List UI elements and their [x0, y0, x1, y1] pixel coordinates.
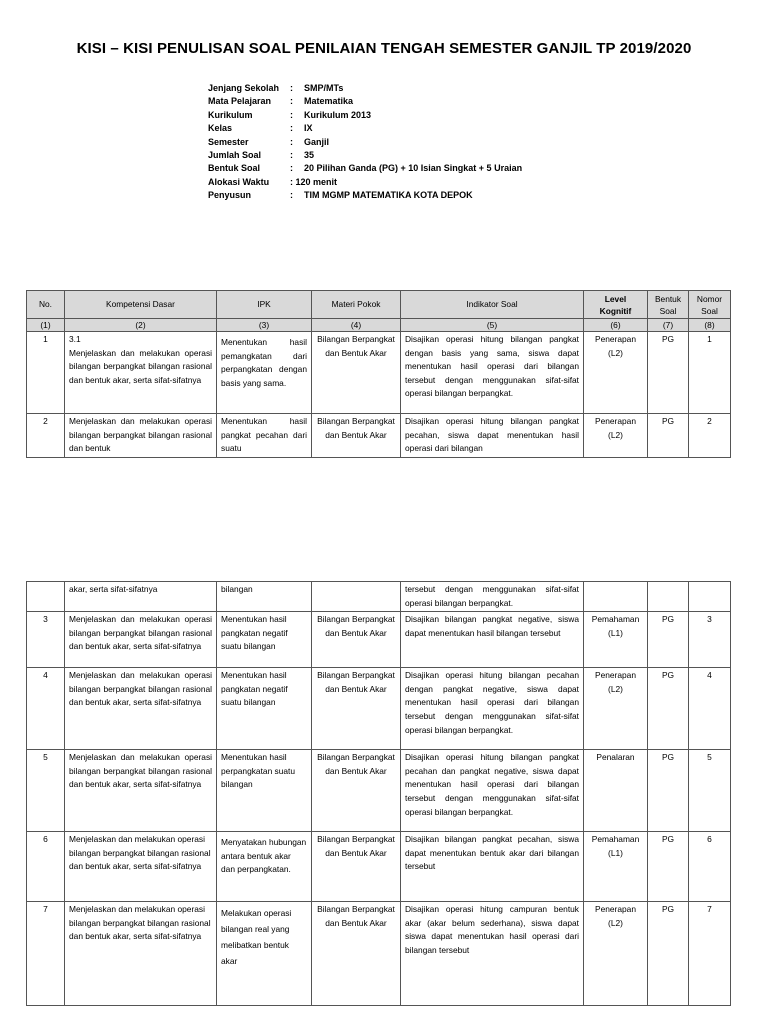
header-level-kognitif: Level Kognitif [584, 291, 648, 319]
header-kompetensi-dasar: Kompetensi Dasar [65, 291, 217, 319]
header-materi-pokok: Materi Pokok [312, 291, 401, 319]
header-indikator-soal: Indikator Soal [401, 291, 584, 319]
table-row: 5 Menjelaskan dan melakukan operasi bilangan berpangkat bilangan rasional dan bentuk akar, serta sifat-sifatnya Menentukan hasil perpangkatan suatu bilangan Bilangan Berpangkat dan Bentuk Akar Disajikan operasi hitung bilangan pangkat pecahan dan pangkat negative, siswa dapat menentukan hasil operasi dari bilangan tersebut dengan menggunakan sifat-sifat operasi bilangan berpangkat. Penalaran PG 5 [27, 750, 731, 832]
meta-row: Jumlah Soal : 35 [208, 149, 315, 160]
meta-row: Alokasi Waktu : 120 menit [208, 176, 338, 187]
table-row: 7 Menjelaskan dan melakukan operasi bilangan berpangkat bilangan rasional dan bentuk akar, serta sifat-sifatnya Melakukan operasi bilangan real yang melibatkan bentuk akar Bilangan Berpangkat dan Bentuk Akar Disajikan operasi hitung campuran bentuk akar (akar belum sederhana), siswa dapat siswa dapat menentukan hasil operasi dari bilangan tersebut Penerapan (L2) PG 7 [27, 902, 731, 1006]
header-nomor-soal: Nomor Soal [689, 291, 731, 319]
column-number-row: (1) (2) (3) (4) (5) (6) (7) (8) [27, 319, 731, 332]
meta-row: Semester : Ganjil [208, 136, 330, 147]
table-row: 1 3.1 Menjelaskan dan melakukan operasi bilangan berpangkat bilangan rasional dan bentuk akar, serta sifat-sifatnya Menentukan hasil pemangkatan dari perpangkatan dengan basis yang sama. Bilangan Berpangkat dan Bentuk Akar Disajikan operasi hitung bilangan pangkat dengan basis yang sama, siswa dapat menentukan hasil operasi dari bilangan tersebut dengan menggunakan sifat-sifat operasi bilangan berpangkat. Penerapan (L2) PG 1 [27, 332, 731, 414]
meta-row: Jenjang Sekolah : SMP/MTs [208, 83, 344, 93]
table-row-continuation: akar, serta sifat-sifatnya bilangan tersebut dengan menggunakan sifat-sifat operasi bilangan berpangkat. [27, 582, 731, 612]
meta-row: Kelas : IX [208, 123, 313, 134]
meta-row: Penyusun : TIM MGMP MATEMATIKA KOTA DEPOK [208, 190, 473, 201]
kisi-table-page-2 [26, 581, 731, 1006]
meta-row: Bentuk Soal : 20 Pilihan Ganda (PG) + 10 Isian Singkat + 5 Uraian [208, 163, 523, 174]
document-title: KISI – KISI PENULISAN SOAL PENILAIAN TENGAH SEMESTER GANJIL TP 2019/2020 [76, 40, 692, 57]
header-row [27, 291, 731, 319]
table-row: 4 Menjelaskan dan melakukan operasi bilangan berpangkat bilangan rasional dan bentuk akar, serta sifat-sifatnya Menentukan hasil pangkatan negatif suatu bilangan Bilangan Berpangkat dan Bentuk Akar Disajikan operasi hitung bilangan pecahan dengan pangkat negative, siswa dapat menentukan hasil operasi dari bilangan tersebut dengan menggunakan sifat-sifat operasi bilangan berpangkat. Penerapan (L2) PG 4 [27, 668, 731, 750]
header-bentuk-soal: Bentuk Soal [648, 291, 689, 319]
kisi-table-page-1 [26, 290, 731, 458]
header-ipk: IPK [217, 291, 312, 319]
table-row: 3 Menjelaskan dan melakukan operasi bilangan berpangkat bilangan rasional dan bentuk akar, serta sifat-sifatnya Menentukan hasil pangkatan negatif suatu bilangan Bilangan Berpangkat dan Bentuk Akar Disajikan bilangan pangkat negative, siswa dapat menentukan hasil bilangan tersebut Pemahaman (L1) PG 3 [27, 612, 731, 668]
header-no: No. [27, 291, 65, 319]
meta-row: Mata Pelajaran : Matematika [208, 96, 354, 107]
table-row: 2 Menjelaskan dan melakukan operasi bilangan berpangkat bilangan rasional dan bentuk Menentukan hasil pangkat pecahan dari suatu Bilangan Berpangkat dan Bentuk Akar Disajikan operasi hitung bilangan pangkat pecahan, siswa dapat menentukan hasil operasi dari bilangan Penerapan (L2) PG 2 [27, 414, 731, 458]
meta-row: Kurikulum : Kurikulum 2013 [208, 109, 372, 120]
table-row: 6 Menjelaskan dan melakukan operasi bilangan berpangkat bilangan rasional dan bentuk akar, serta sifat-sifatnya Menyatakan hubungan antara bentuk akar dan perpangkatan. Bilangan Berpangkat dan Bentuk Akar Disajikan bilangan pangkat pecahan, siswa dapat menentukan bentuk akar dari bilangan tersebut Pemahaman (L1) PG 6 [27, 832, 731, 902]
document-metadata [208, 83, 522, 204]
